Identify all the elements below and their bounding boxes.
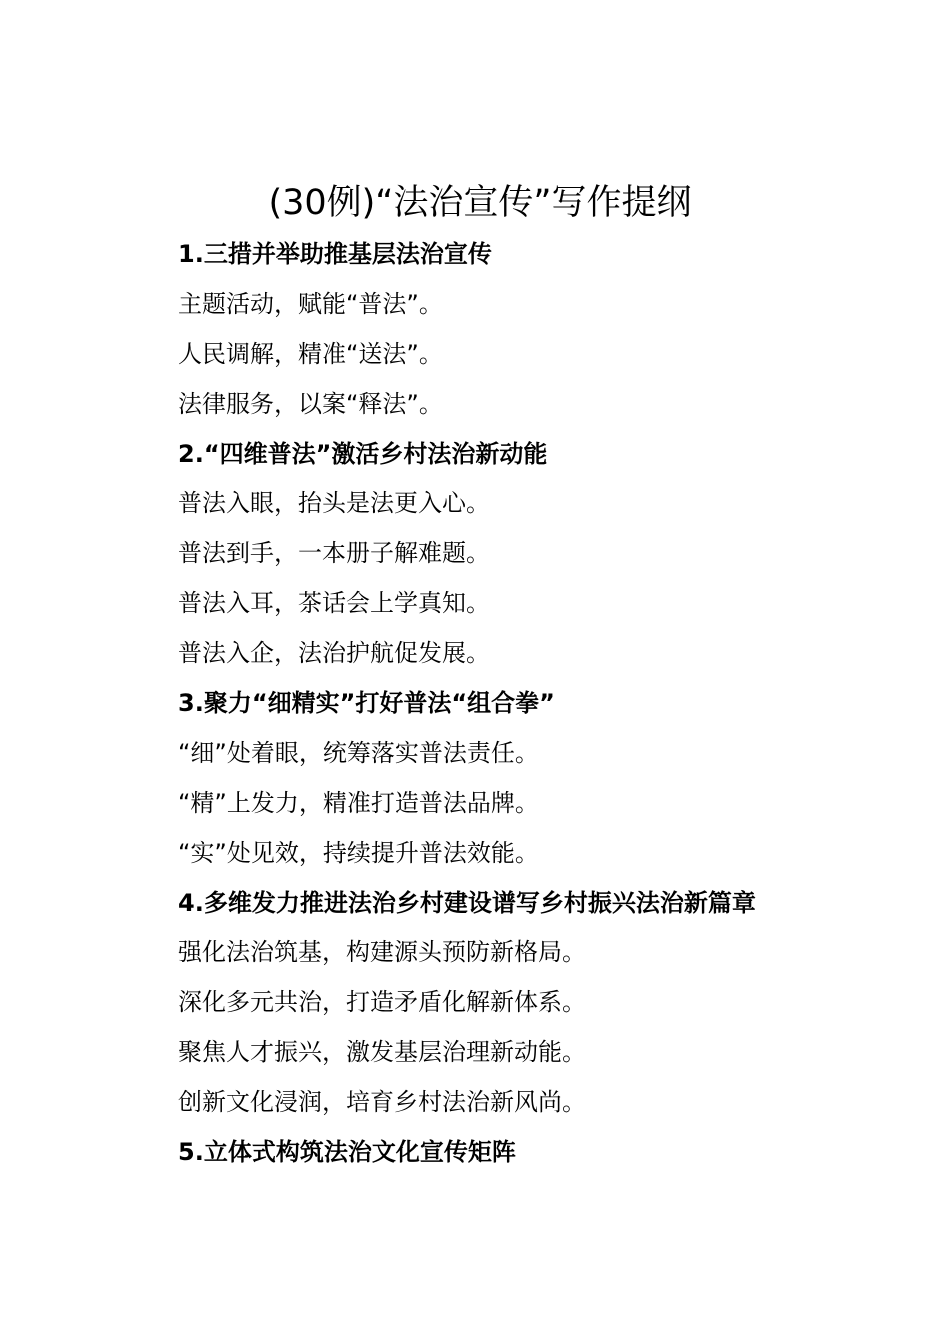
section-4-item-4: 创新文化浸润，培育乡村法治新风尚。 xyxy=(178,1088,586,1117)
section-heading-3: 3.聚力“细精实”打好普法“组合拳” xyxy=(178,689,555,718)
section-3-item-2: “精”上发力，精准打造普法品牌。 xyxy=(178,788,539,817)
section-1-item-2: 人民调解，精准“送法”。 xyxy=(178,339,443,368)
document-body xyxy=(178,229,918,1177)
document-title: (30例)“法治宣传”写作提纲 xyxy=(268,183,692,223)
section-2-item-2: 普法到手，一本册子解难题。 xyxy=(178,539,490,568)
section-4-item-2: 深化多元共治，打造矛盾化解新体系。 xyxy=(178,988,586,1017)
section-3-item-3: “实”处见效，持续提升普法效能。 xyxy=(178,838,539,867)
section-3-item-1: “细”处着眼，统筹落实普法责任。 xyxy=(178,738,539,767)
section-1-item-1: 主题活动，赋能“普法”。 xyxy=(178,289,443,318)
section-2-item-4: 普法入企，法治护航促发展。 xyxy=(178,639,490,668)
section-heading-2: 2.“四维普法”激活乡村法治新动能 xyxy=(178,439,548,468)
section-2-item-1: 普法入眼，抬头是法更入心。 xyxy=(178,489,490,518)
section-heading-1: 1.三措并举助推基层法治宣传 xyxy=(178,240,492,268)
section-heading-5: 5.立体式构筑法治文化宣传矩阵 xyxy=(178,1138,516,1167)
section-4-item-1: 强化法治筑基，构建源头预防新格局。 xyxy=(178,938,586,967)
section-heading-4: 4.多维发力推进法治乡村建设谱写乡村振兴法治新篇章 xyxy=(178,888,756,917)
section-1-item-3: 法律服务，以案“释法”。 xyxy=(178,389,443,418)
section-2-item-3: 普法入耳，茶话会上学真知。 xyxy=(178,589,490,618)
section-4-item-3: 聚焦人才振兴，激发基层治理新动能。 xyxy=(178,1038,586,1067)
